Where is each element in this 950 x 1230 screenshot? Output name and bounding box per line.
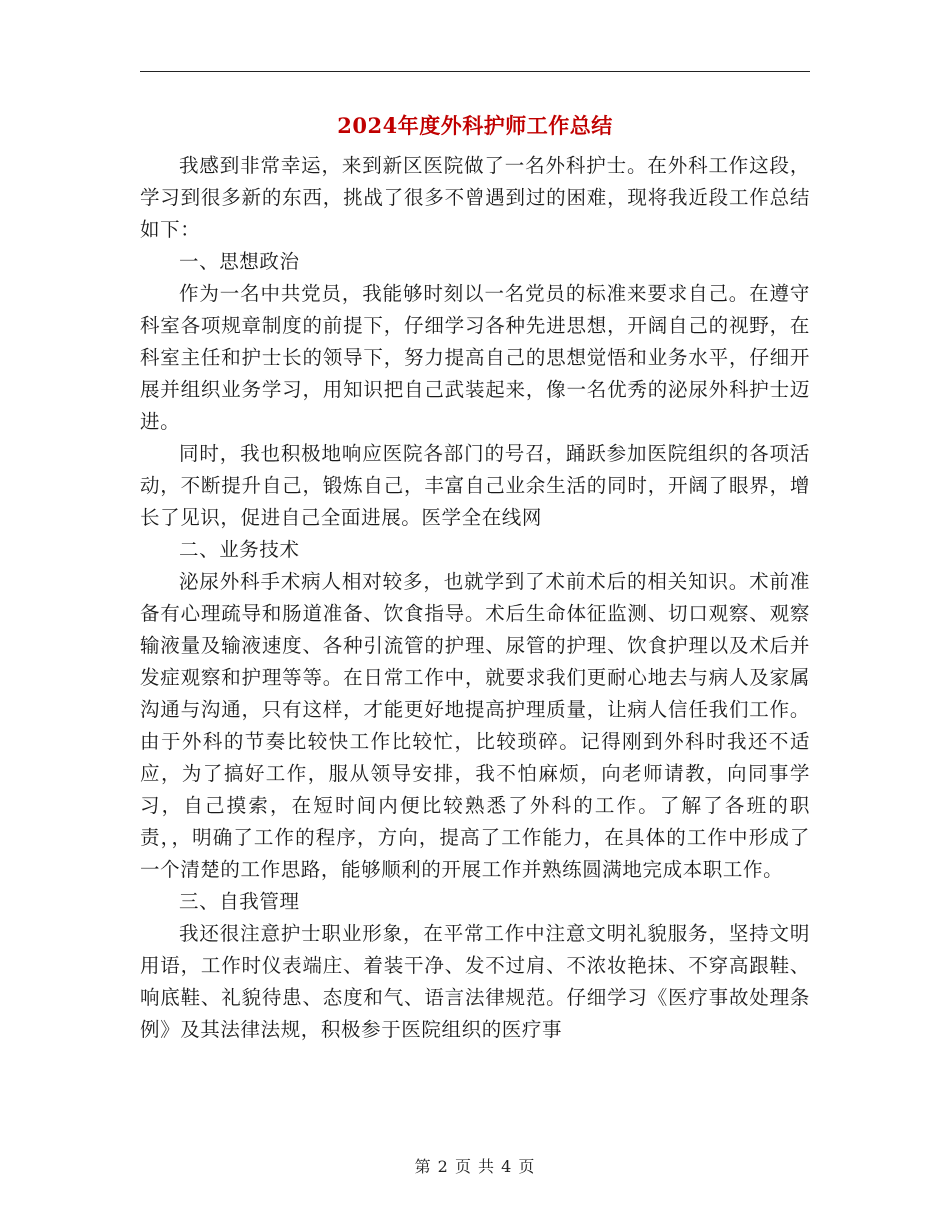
document-body	[140, 150, 810, 1046]
body-paragraph: 我感到非常幸运，来到新区医院做了一名外科护士。在外科工作这段，学习到很多新的东西，挑战了很多不曾遇到过的困难，现将我近段工作总结如下：	[140, 154, 810, 241]
section-heading: 二、业务技术	[179, 538, 300, 561]
body-paragraph: 同时，我也积极地响应医院各部门的号召，踊跃参加医院组织的各项活动，不断提升自己，锻炼自己，丰富自己业余生活的同时，开阔了眼界，增长了见识，促进自己全面进展。医学全在线网	[140, 442, 810, 529]
body-paragraph: 泌尿外科手术病人相对较多，也就学到了术前术后的相关知识。术前准备有心理疏导和肠道准备、饮食指导。术后生命体征监测、切口观察、观察输液量及输液速度、各种引流管的护理、尿管的护理、饮食护理以及术后并发症观察和护理等等。在日常工作中，就要求我们更耐心地去与病人及家属沟通与沟通，只有这样，才能更好地提高护理质量，让病人信任我们工作。由于外科的节奏比较快工作比较忙，比较琐碎。记得刚到外科时我还不适应，为了搞好工作，服从领导安排，我不怕麻烦，向老师请教，向同事学习，自己摸索，在短时间内便比较熟悉了外科的工作。了解了各班的职责，，明确了工作的程序，方向，提高了工作能力，在具体的工作中形成了一个清楚的工作思路，能够顺利的开展工作并熟练圆满地完成本职工作。	[140, 570, 810, 881]
body-paragraph: 作为一名中共党员，我能够时刻以一名党员的标准来要求自己。在遵守科室各项规章制度的前提下，仔细学习各种先进思想，开阔自己的视野，在科室主任和护士长的领导下，努力提高自己的思想觉悟和业务水平，仔细开展并组织业务学习，用知识把自己武装起来，像一名优秀的泌尿外科护士迈进。	[140, 282, 810, 433]
page-number: 第 2 页 共 4 页	[414, 1157, 536, 1176]
page-footer	[0, 1154, 950, 1177]
header-rule	[140, 71, 810, 72]
section-heading: 三、自我管理	[179, 890, 300, 913]
section-heading: 一、思想政治	[179, 250, 300, 273]
document-title: 2024年度外科护师工作总结	[337, 113, 613, 138]
body-paragraph: 我还很注意护士职业形象，在平常工作中注意文明礼貌服务，坚持文明用语，工作时仪表端庄、着装干净、发不过肩、不浓妆艳抹、不穿高跟鞋、响底鞋、礼貌待患、态度和气、语言法律规范。仔细学习《医疗事故处理条例》及其法律法规，积极参于医院组织的医疗事	[140, 922, 810, 1041]
